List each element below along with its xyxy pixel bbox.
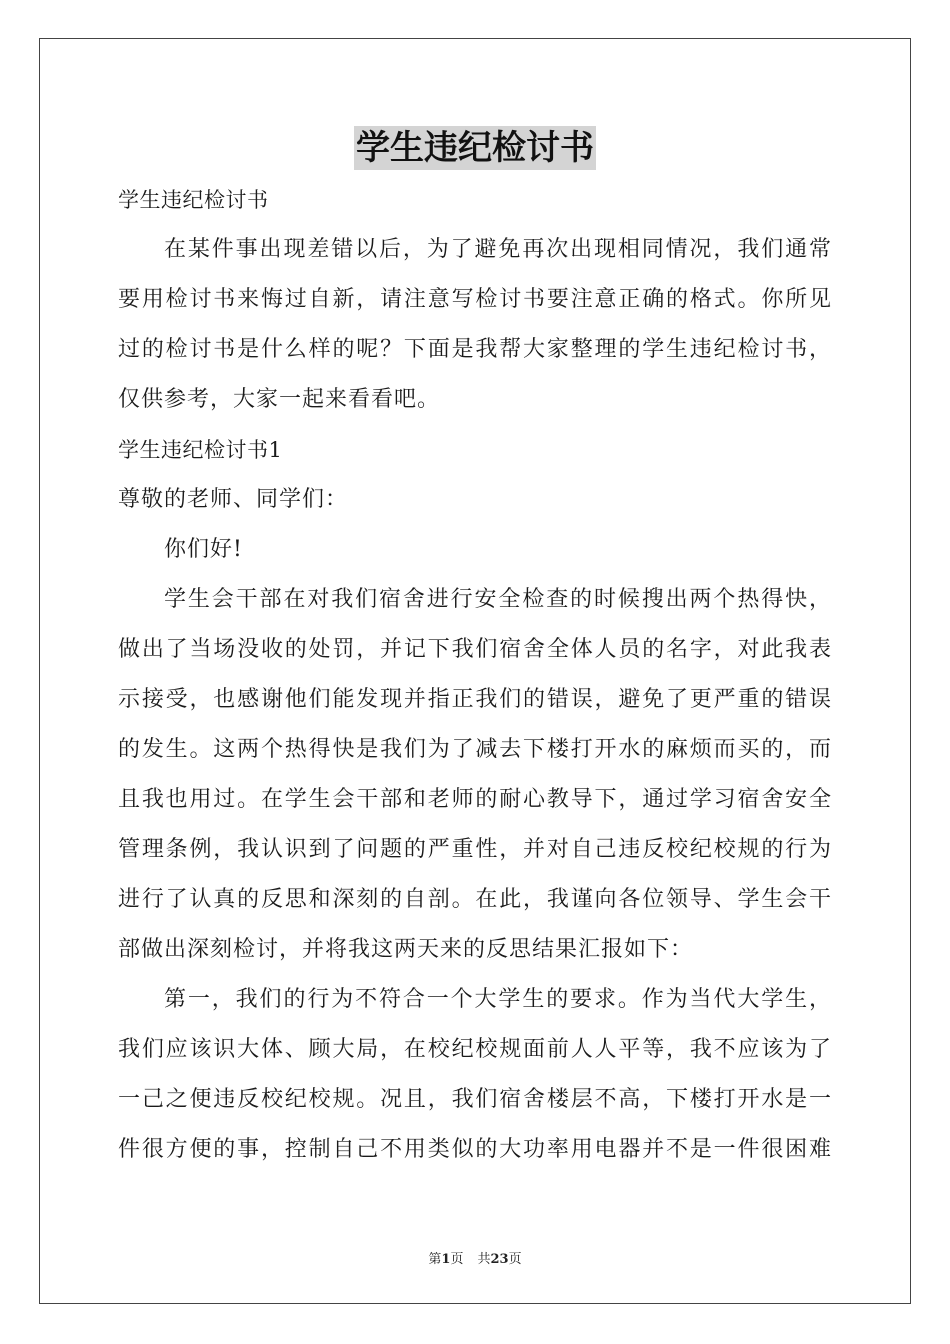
text-line: 一己之便违反校纪校规。况且，我们宿舍楼层不高，下楼打开水是一 [118,1087,832,1112]
text-line: 过的检讨书是什么样的呢？下面是我帮大家整理的学生违纪检讨书， [118,337,832,362]
text-line: 管理条例，我认识到了问题的严重性，并对自己违反校纪校规的行为 [118,837,832,862]
page-footer [0,1248,950,1267]
current-page-number: 1 [441,1252,451,1267]
text-line: 尊敬的老师、同学们： [118,487,349,512]
total-page-count: 23 [490,1252,509,1267]
text-line: 第一，我们的行为不符合一个大学生的要求。作为当代大学生， [164,987,832,1012]
text-line: 件很方便的事，控制自己不用类似的大功率用电器并不是一件很困难 [118,1137,832,1162]
document-body [118,175,832,1175]
text-line: 仅供参考，大家一起来看看吧。 [118,387,441,412]
text-line: 做出了当场没收的处罚，并记下我们宿舍全体人员的名字，对此我表 [118,637,832,662]
title-wrap [0,126,950,170]
section-heading: 学生违纪检讨书 [118,188,269,212]
text-line: 学生会干部在对我们宿舍进行安全检查的时候搜出两个热得快， [164,587,832,612]
section-heading: 学生违纪检讨书1 [118,438,283,462]
text-line: 示接受，也感谢他们能发现并指正我们的错误，避免了更严重的错误 [118,687,832,712]
document-title: 学生违纪检讨书 [356,128,594,168]
text-line: 且我也用过。在学生会干部和老师的耐心教导下，通过学习宿舍安全 [118,787,832,812]
text-line: 的发生。这两个热得快是我们为了减去下楼打开水的麻烦而买的，而 [118,737,832,762]
page-number-suffix: 页 [450,1252,464,1267]
text-line: 进行了认真的反思和深刻的自剖。在此，我谨向各位领导、学生会干 [118,887,832,912]
text-line: 你们好! [164,537,243,562]
total-pages-prefix: 共 [477,1252,491,1267]
total-pages-suffix: 页 [508,1252,522,1267]
text-line: 部做出深刻检讨，并将我这两天来的反思结果汇报如下： [118,937,694,962]
text-line: 我们应该识大体、顾大局，在校纪校规面前人人平等，我不应该为了 [118,1037,832,1062]
page-number-prefix: 第 [428,1252,442,1267]
text-line: 要用检讨书来悔过自新，请注意写检讨书要注意正确的格式。你所见 [118,287,832,312]
text-line: 在某件事出现差错以后，为了避免再次出现相同情况，我们通常 [164,237,832,262]
